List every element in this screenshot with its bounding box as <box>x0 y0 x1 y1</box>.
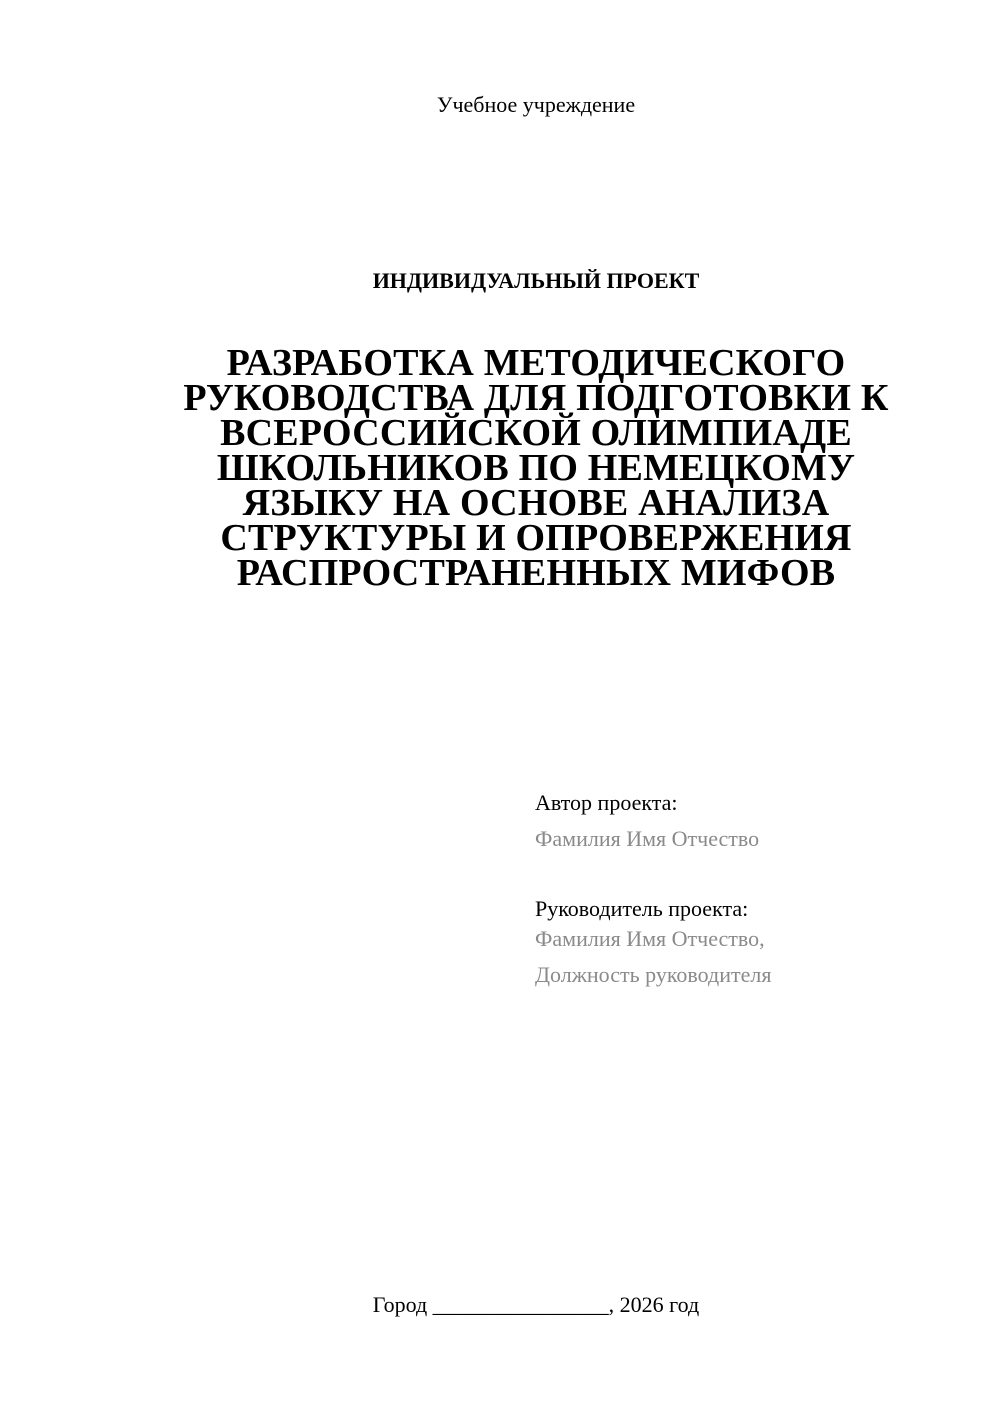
project-type-heading: ИНДИВИДУАЛЬНЫЙ ПРОЕКТ <box>372 268 700 293</box>
supervisor-label: Руководитель проекта: <box>535 896 749 921</box>
author-label: Автор проекта: <box>535 790 678 815</box>
project-title <box>150 342 922 594</box>
author-block <box>535 788 759 854</box>
city-year-line: Город ________________, 2026 год <box>372 1292 700 1317</box>
project-title-line: СТРУКТУРЫ И ОПРОВЕРЖЕНИЯ <box>220 517 852 559</box>
institution-name: Учебное учреждение <box>436 92 636 117</box>
supervisor-block <box>535 894 771 990</box>
project-title-line: РАСПРОСТРАНЕННЫХ МИФОВ <box>236 552 836 594</box>
project-title-line: РУКОВОДСТВА ДЛЯ ПОДГОТОВКИ К <box>183 377 889 419</box>
project-title-line: РАЗРАБОТКА МЕТОДИЧЕСКОГО <box>226 342 846 384</box>
project-title-line: ЯЗЫКУ НА ОСНОВЕ АНАЛИЗА <box>242 482 830 524</box>
supervisor-name: Фамилия Имя Отчество, <box>535 926 765 951</box>
supervisor-position: Должность руководителя <box>535 962 772 987</box>
project-title-line: ШКОЛЬНИКОВ ПО НЕМЕЦКОМУ <box>216 447 856 489</box>
project-title-line: ВСЕРОССИЙСКОЙ ОЛИМПИАДЕ <box>220 412 852 454</box>
author-name: Фамилия Имя Отчество <box>535 826 760 851</box>
